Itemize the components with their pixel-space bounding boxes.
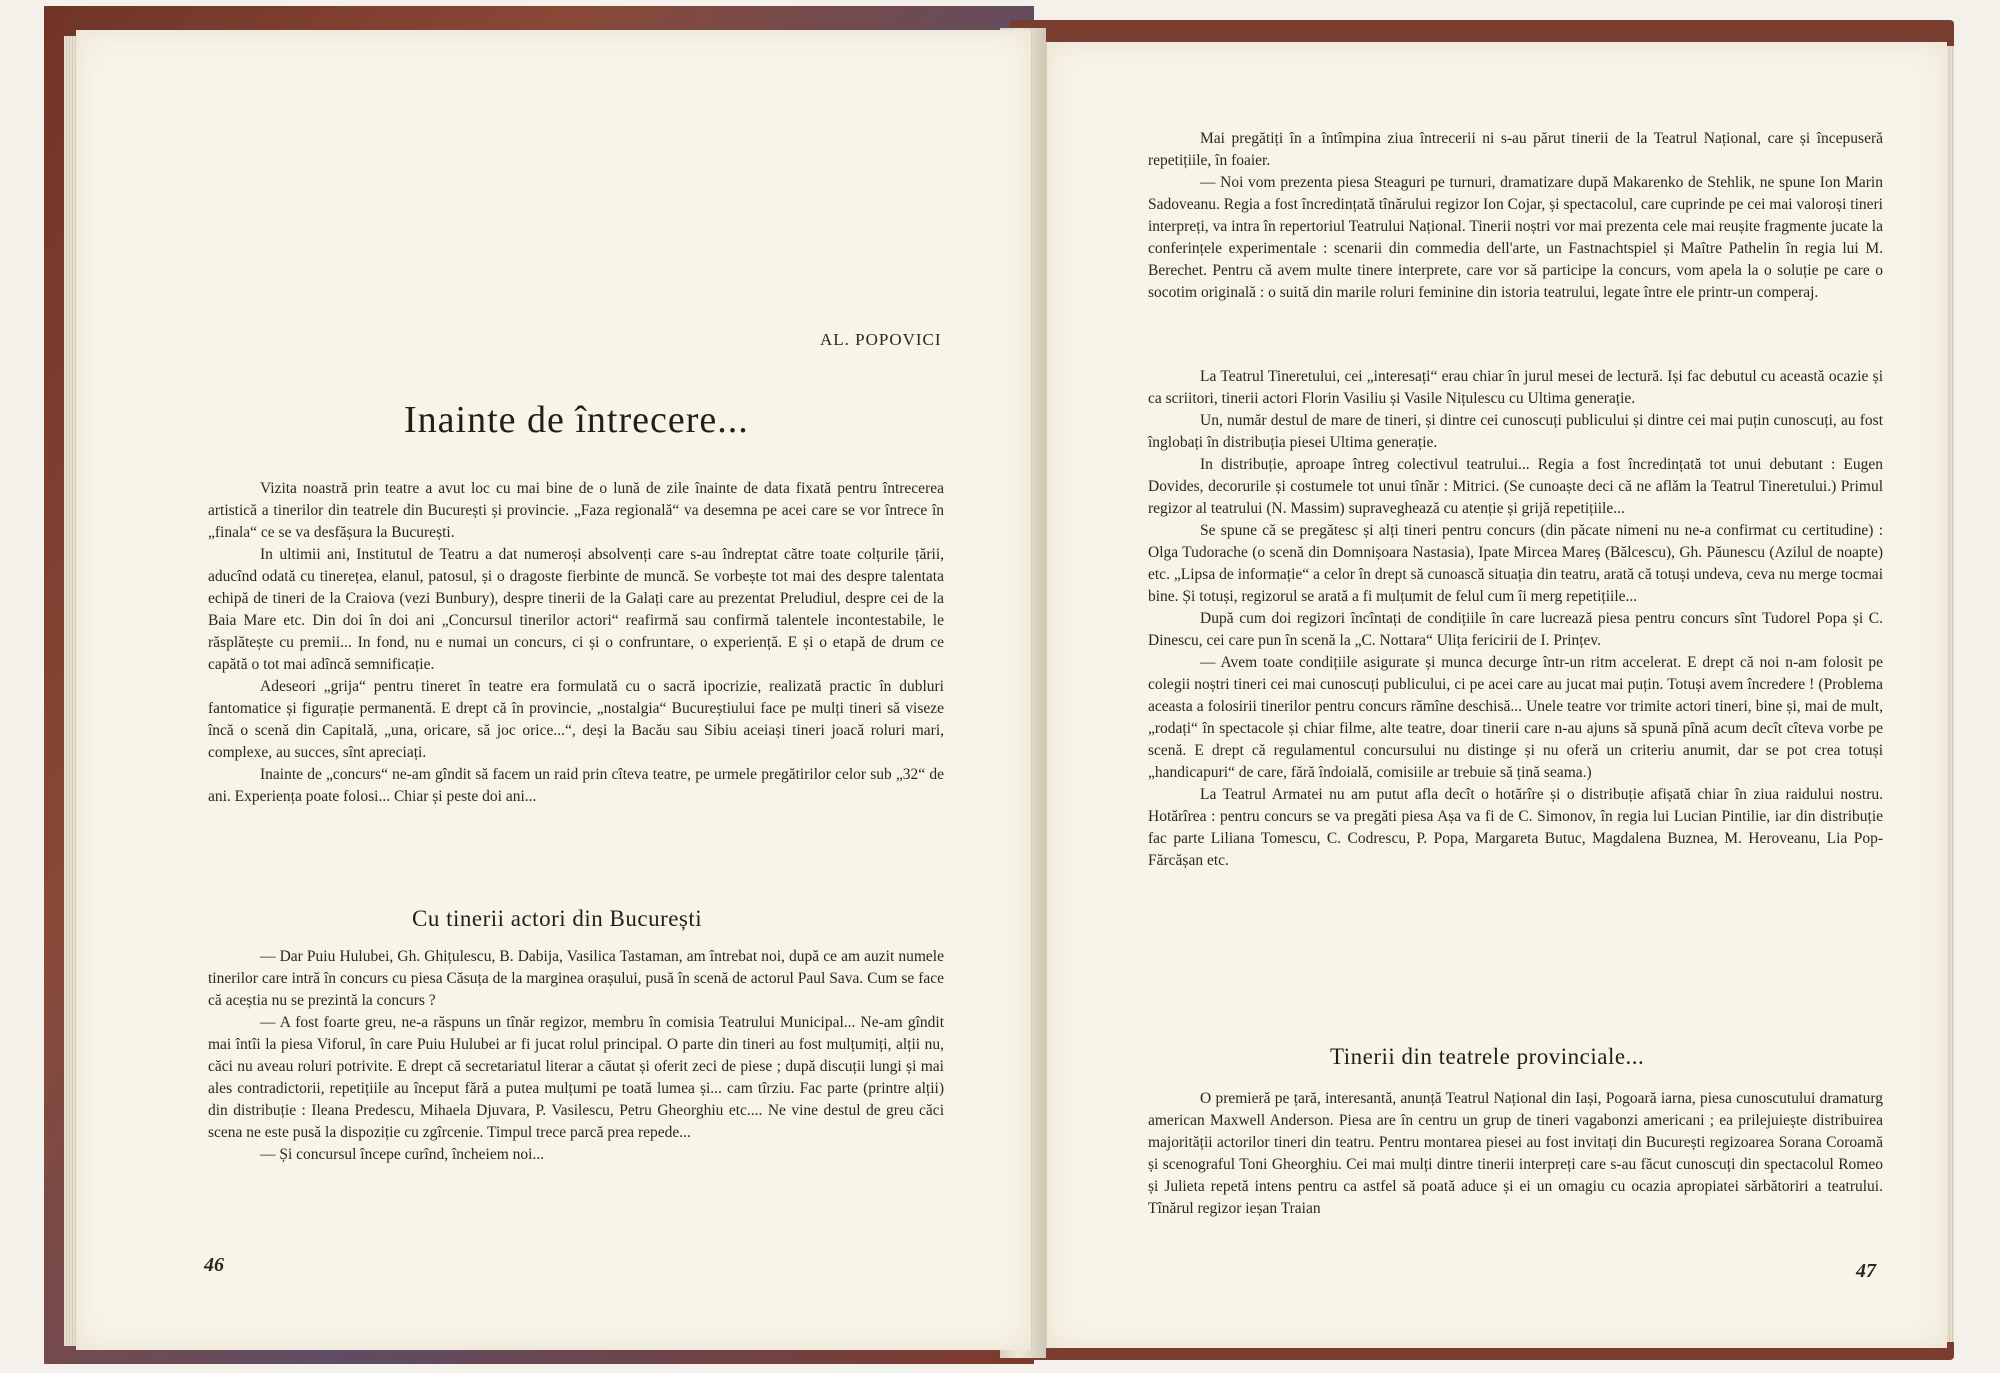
section-heading-provincial: Tinerii din teatrele provinciale... bbox=[1330, 1044, 1645, 1069]
paragraph: — Avem toate condițiile asigurate și munca decurge într-un ritm accelerat. E drept că noi n-am folosit pe colegii noștri tineri cei mai cunoscuți publicului, ci pe acei care au jucat mai puțin. Totuși avem încredere ! (Problema aceasta a folosirii tinerilor pentru concurs rămîne deschisă... Unele teatre vor trimite actori tineri, bine și, mai de mult, „rodați“ în spectacole și chiar filme, alte teatre, doar tinerii care n-au ajuns să spună pînă acum decît cîteva vorbe pe scenă. E drept că regulamentul concursului nu distinge și nu oferă un criteriu anumit, dar se pot crea totuși „handicapuri“ de care, fără îndoială, comisiile ar trebuie să țină seama.) bbox=[1148, 654, 1883, 781]
paragraph: După cum doi regizori încîntați de condițiile în care lucrează piesa pentru concurs sînt Tudorel Popa și C. Dinescu, cei care pun în scenă la „C. Nottara“ Ulița fericirii de I. Prințev. bbox=[1148, 610, 1883, 649]
section-heading-bucharest: Cu tinerii actori din București bbox=[412, 906, 703, 931]
page-number-left: 46 bbox=[204, 1254, 224, 1276]
paragraph: Vizita noastră prin teatre a avut loc cu mai bine de o lună de zile înainte de data fixată pentru întrecerea artistică a tinerilor din teatrele din București și provincie. „Faza regională“ va desemna pe acei care se vor întrece în „finala“ ce se va desfășura la București. bbox=[208, 480, 944, 541]
paragraph: — Noi vom prezenta piesa Steaguri pe turnuri, dramatizare după Makarenko de Stehlik, ne spune Ion Marin Sadoveanu. Regia a fost încredințată tînărului regizor Ion Cojar, și spectacolul, care cuprinde pe cei mai valoroși tineri interpreți, va intra în repertoriul Teatrului Național. Tinerii noștri vor mai prezenta cele mai reușite fragmente jucate la conferințele experimentale : scenarii din commedia dell'arte, un Fastnachtspiel și Maître Pathelin în regia lui M. Berechet. Pentru că avem multe tinere interprete, care vor să participe la concurs, vom apela la o soluție pe care o socotim originală : o suită din marile roluri feminine din istoria teatrului, legate între ele printr-un comperaj. bbox=[1148, 174, 1883, 301]
article-title: Inainte de întrecere... bbox=[404, 399, 749, 441]
paragraph: La Teatrul Armatei nu am putut afla decît o hotărîre și o distribuție afișată chiar în ziua raidului nostru. Hotărîrea : pentru concurs se va pregăti piesa Așa va fi de C. Simonov, în regia lui Lucian Pintilie, iar din distribuție fac parte Liliana Tomescu, C. Codrescu, P. Popa, Margareta Butuc, Magdalena Buznea, M. Heroveanu, Lia Pop-Fărcășan etc. bbox=[1148, 786, 1883, 869]
paragraph: In distribuție, aproape întreg colectivul teatrului... Regia a fost încredințată tot unui debutant : Eugen Dovides, decorurile și costumele tot unui tînăr : Mitrici. (Se cunoaște deci că ne aflăm la Teatrul Tineretului.) Primul regizor al teatrului (N. Massim) supraveghează cu atenție și grijă repetițiile... bbox=[1148, 456, 1883, 517]
paragraph: La Teatrul Tineretului, cei „interesați“ erau chiar în jurul mesei de lectură. Iși fac debutul cu această ocazie și ca scriitori, tinerii actori Florin Vasiliu și Vasile Nițulescu cu Ultima generație. bbox=[1148, 368, 1883, 407]
paragraph: — Și concursul începe curînd, încheiem noi... bbox=[260, 1146, 545, 1163]
right-block-provincial bbox=[1148, 1088, 1883, 1220]
article-author: AL. POPOVICI bbox=[820, 330, 942, 349]
paragraph: — Dar Puiu Hulubei, Gh. Ghițulescu, B. Dabija, Vasilica Tastaman, am întrebat noi, după ce am auzit numele tinerilor care intră în concurs cu piesa Căsuța de la marginea orașului, pusă în scenă de actorul Paul Sava. Cum se face că aceștia nu se prezintă la concurs ? bbox=[208, 948, 944, 1009]
paragraph: — A fost foarte greu, ne-a răspuns un tînăr regizor, membru în comisia Teatrului Municipal... Ne-am gîndit mai întîi la piesa Viforul, în care Puiu Hulubei ar fi jucat rolul principal. O parte din tineri au fost mulțumiți, alții nu, căci nu aveau roluri potrivite. E drept că secretariatul literar a căutat și oferit zeci de piese ; după discuții lungi și mai ales contradictorii, repetițiile au început fără a putea mulțumi pe toată lumea și... cam tîrziu. Fac parte (printre alții) din distribuție : Ileana Predescu, Mihaela Djuvara, P. Vasilescu, Petru Gheorghiu etc.... Ne vine destul de greu căci scena ne este pusă la dispoziție cu zgîrcenie. Timpul trece parcă prea repede... bbox=[208, 1014, 944, 1141]
paragraph: Un, număr destul de mare de tineri, și dintre cei cunoscuți publicului și dintre cei mai puțin cunoscuți, au fost înglobați în distribuția piesei Ultima generație. bbox=[1148, 412, 1883, 451]
paragraph: Mai pregătiți în a întîmpina ziua întrecerii ni s-au părut tinerii de la Teatrul Național, care și începuseră repetițiile, în foaier. bbox=[1148, 130, 1883, 169]
paragraph: Adeseori „grija“ pentru tineret în teatre era formulată cu o sacră ipocrizie, realizată practic în dubluri fantomatice și figurație permanentă. E drept că în provincie, „nostalgia“ Bucureștiului face pe mulți tineri să viseze încă o scenă din Capitală, „una, oricare, să joc orice...“, deși la Bacău sau Sibiu aceiași tineri joacă roluri mari, complexe, au succes, sînt apreciați. bbox=[208, 678, 944, 761]
right-block-theatres bbox=[1148, 366, 1883, 872]
left-section bbox=[208, 946, 944, 1166]
paragraph: Se spune că se pregătesc și alți tineri pentru concurs (din păcate nimeni nu ne-a confirmat cu certitudine) : Olga Tudorache (o scenă din Domnișoara Nastasia), Ipate Mircea Mareș (Bălcescu), Gh. Păunescu (Azilul de noapte) etc. „Lipsa de informație“ a celor în drept să cunoască situația din teatru, arată că totuși undeva, ceva nu merge tocmai bine. Și totuși, regizorul se arată a fi mulțumit de felul cum îi merg repetițiile... bbox=[1148, 522, 1883, 605]
left-intro bbox=[208, 478, 944, 808]
paragraph: O premieră pe țară, interesantă, anunță Teatrul Național din Iași, Pogoară iarna, piesa cunoscutului dramaturg american Maxwell Anderson. Piesa are în centru un grup de tineri vagabonzi americani ; ea prilejuiește distribuirea majorității actorilor tineri din teatru. Pentru montarea piesei au fost invitați din București regizoarea Sorana Coroamă și scenograful Toni Gheorghiu. Cei mai mulți dintre tinerii interpreți care s-au făcut cunoscuți din spectacolul Romeo și Julieta repetă intens pentru ca astfel să poată aduce și ei un omagiu cu ocazia apropiatei sărbătoriri a teatrului. Tînărul regizor ieșan Traian bbox=[1148, 1090, 1883, 1217]
right-block-national bbox=[1148, 128, 1883, 304]
paragraph: In ultimii ani, Institutul de Teatru a dat numeroși absolvenți care s-au îndreptat către toate colțurile țării, aducînd odată cu tinerețea, elanul, patosul, și o dragoste fierbinte de muncă. Se vorbește tot mai des despre talentata echipă de tineri de la Craiova (vezi Bunbury), despre tinerii de la Galați care au prezentat Preludiul, despre cei de la Baia Mare etc. Din doi în doi ani „Concursul tinerilor actori“ reafirmă sau confirmă talentele incontestabile, le răsplătește cu premii... In fond, nu e numai un concurs, ci și o confruntare, o experiență. E și o etapă de drum ce capătă o tot mai adîncă semnificație. bbox=[208, 546, 944, 673]
paragraph: Inainte de „concurs“ ne-am gîndit să facem un raid prin cîteva teatre, pe urmele pregătirilor celor sub „32“ de ani. Experiența poate folosi... Chiar și peste doi ani... bbox=[208, 766, 944, 805]
page-number-right: 47 bbox=[1856, 1260, 1876, 1282]
